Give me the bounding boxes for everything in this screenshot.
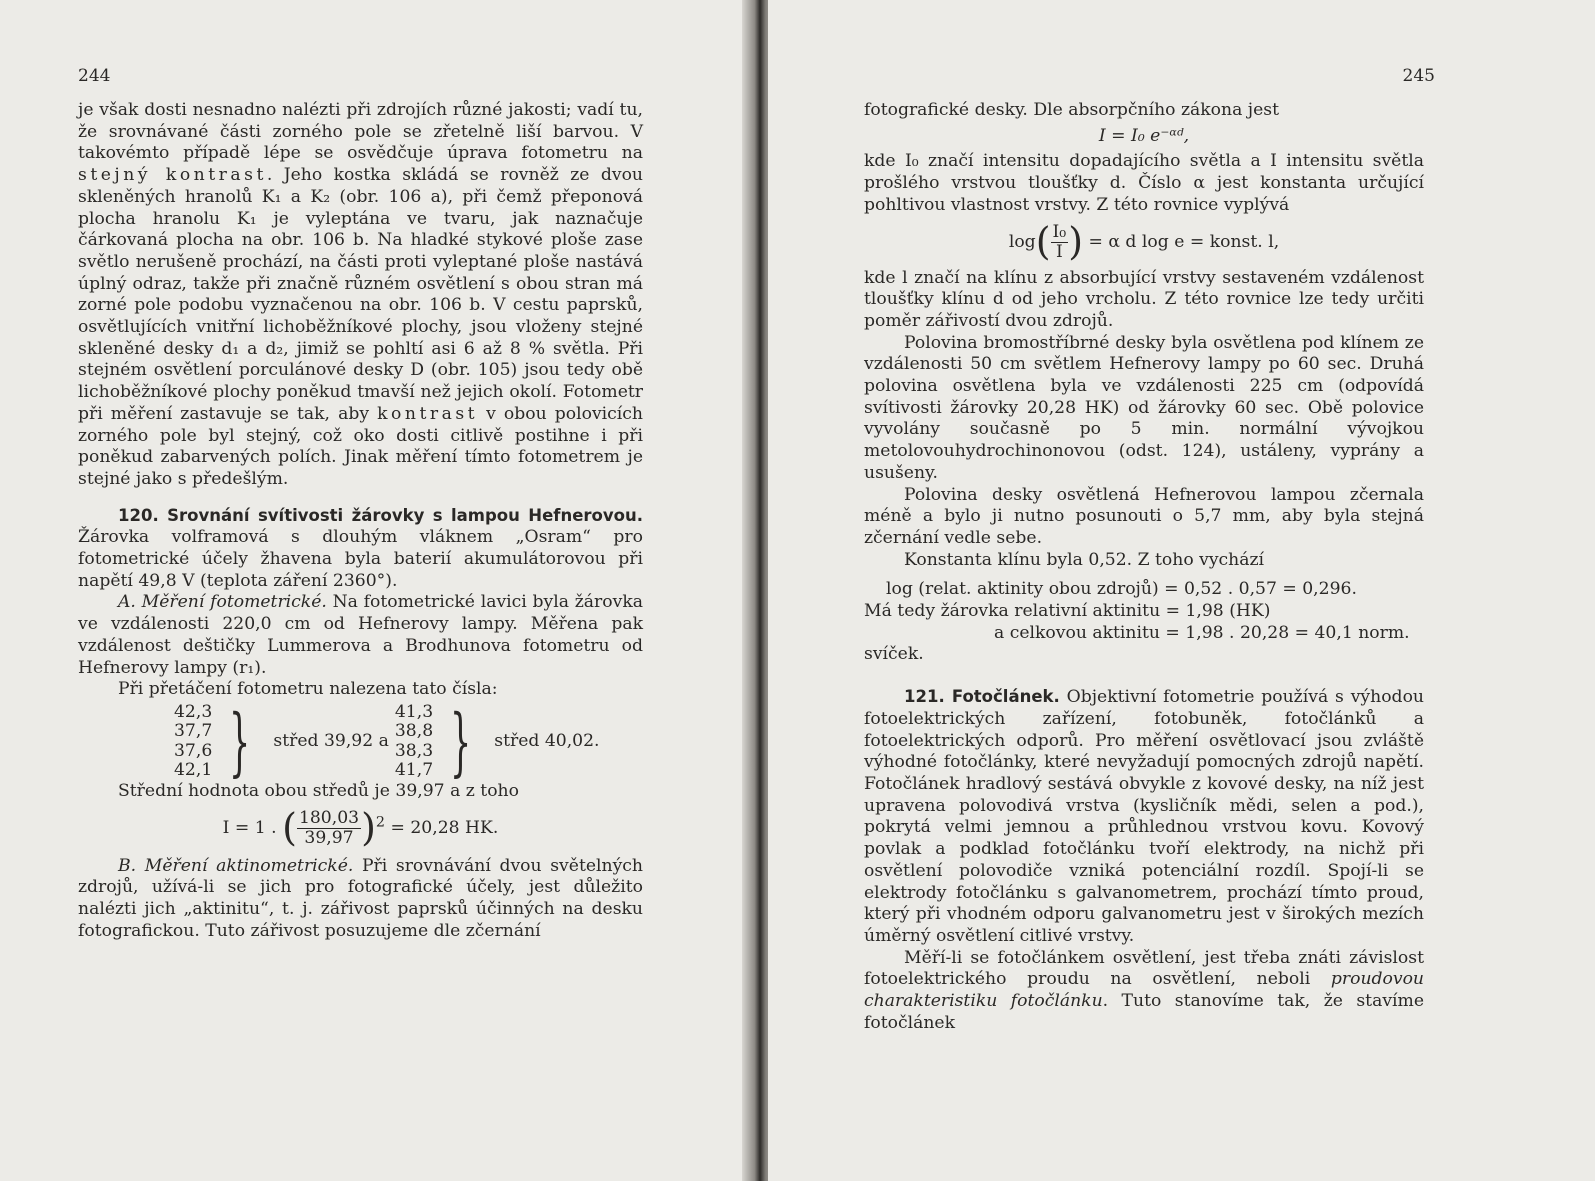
calc-line: Má tedy žárovka relativní aktinitu = 1,98 (HK) bbox=[864, 601, 1271, 622]
mean-text: Střední hodnota obou středů je 39,97 a z toho bbox=[118, 780, 519, 801]
right-page-text bbox=[864, 100, 1424, 1034]
calculation-block bbox=[864, 579, 1424, 666]
page-number-left: 244 bbox=[78, 66, 111, 86]
left-page bbox=[0, 0, 760, 1181]
paragraph-meri: Měří-li se fotočlánkem osvětlení, jest třeba znáti závislost fotoelektrického proudu na osvětlení, neboli proudovou charakteristiku fotočlánku. Tuto stanovíme tak, že stavíme fotočlánek bbox=[864, 947, 1425, 1033]
readings-intro: Při přetáčení fotometru nalezena tato čísla: bbox=[118, 679, 498, 700]
page-number-right: 245 bbox=[1402, 66, 1435, 86]
readings-column-a bbox=[174, 703, 212, 781]
calc-line: log (relat. aktinity obou zdrojů) = 0,52 . 0,57 = 0,296. bbox=[886, 579, 1357, 600]
left-page-text bbox=[78, 100, 643, 943]
fraction: $\frac{180,03}{39,97}$ bbox=[298, 807, 360, 848]
calc-line: svíček. bbox=[864, 644, 924, 665]
section-120-heading: 120. Srovnání svítivosti žárovky s lampou Hefnerovou. bbox=[118, 505, 643, 525]
formula-absorption: I = I₀ e⁻ᵅᵈ, bbox=[1098, 125, 1190, 146]
reading: 37,7 bbox=[174, 721, 213, 742]
subsection-a: A. Měření fotometrické. Na fotometrické lavici byla žárovka ve vzdálenosti 220,0 cm od Hefnerovy lampy. Měřena pak vzdálenost deštičky Lummerova a Brodhunova fotometru od Hefnerovy lampy (r₁). bbox=[78, 592, 643, 678]
paragraph-polovina-2: Polovina desky osvětlená Hefnerovou lampou zčernala méně a bylo ji nutno posunouti o 5,7 mm, aby byla stejná zčernání vedle sebe. bbox=[864, 484, 1424, 548]
reading: 41,7 bbox=[394, 760, 434, 781]
paragraph-kde-1: kde I₀ značí intensitu dopadajícího světla a I intensitu světla prošlého vrstvou tloušťky d. Číslo α jest konstanta určující pohltivou vlastnost vrstvy. Z této rovnice vyplývá bbox=[864, 151, 1424, 215]
calc-line: a celkovou aktinitu = 1,98 . 20,28 = 40,1 norm. bbox=[994, 622, 1410, 643]
subsection-a-title: A. Měření fotometrické. bbox=[118, 592, 327, 613]
fraction: $\frac{\text{I₀}}{I}$ bbox=[1052, 221, 1067, 262]
right-brace: } bbox=[450, 698, 472, 785]
formula-log: log( $\frac{\text{I₀}}{I}$ ) = α d log e = konst. l, bbox=[1008, 219, 1280, 264]
reading: 41,3 bbox=[394, 701, 434, 722]
right-brace: } bbox=[229, 698, 251, 785]
readings-table bbox=[174, 698, 643, 785]
reading: 38,8 bbox=[394, 721, 434, 742]
section-120: 120. Srovnání svítivosti žárovky s lampou Hefnerovou. Žárovka volframová s dlouhým vláknem „Osram“ pro fotometrické účely žhavena byla baterií akumulátorovou při napětí 49,8 V (teplota záření 2360°). bbox=[78, 505, 643, 591]
mean-b: střed 40,02. bbox=[494, 731, 600, 752]
reading: 37,6 bbox=[174, 740, 213, 761]
subsection-b-title: B. Měření aktinometrické. bbox=[118, 855, 354, 876]
paragraph-kde-2: kde l značí na klínu z absorbující vrstvy sestaveném vzdálenost tloušťky klínu d od jeho vrcholu. Z této rovnice lze tedy určiti poměr zářivostí dvou zdrojů. bbox=[864, 267, 1424, 331]
paragraph-polovina-1: Polovina bromostříbrné desky byla osvětlena pod klínem ze vzdálenosti 50 cm světlem Hefnerovy lampy po 60 sec. Druhá polovina osvětlena byla ve vzdálenosti 225 cm (odpovídá svítivosti žárovky 20,28 HK) od žárovky 60 sec. Obě polovice vyvolány současně po 5 min. normální vývojkou metolovouhydrochinonovou (odst. 124), ustáleny, vyprány a usušeny. bbox=[864, 332, 1424, 483]
paragraph-intro: fotografické desky. Dle absorpčního zákona jest bbox=[864, 100, 1280, 120]
reading: 42,3 bbox=[174, 701, 213, 722]
reading: 42,1 bbox=[174, 760, 213, 781]
italic-term: proudovou charakteristiku fotočlánku bbox=[864, 969, 1424, 1012]
readings-column-b bbox=[395, 703, 433, 781]
mean-a: střed 39,92 a bbox=[273, 731, 389, 752]
right-page bbox=[768, 0, 1595, 1181]
subsection-b: B. Měření aktinometrické. Při srovnávání dvou světelných zdrojů, užívá-li se jich pro fotografické účely, jest důležito nalézti jich „aktinitu“, t. j. zářivost paprsků účinných na desku fotografickou. Tuto zářivost posuzujeme dle zčernání bbox=[78, 855, 643, 941]
paragraph-kontrast: je však dosti nesnadno nalézti při zdrojích různé jakosti; vadí tu, že srovnávané části zorného pole se zřetelně liší barvou. V takovémto případě lépe se osvědčuje úprava fotometru na stejný kontrast. Jeho kostka skládá se rovněž ze dvou skleněných hranolů K₁ a K₂ (obr. 106 a), při čemž přeponová plocha hranolu K₁ je vyleptána ve tvaru, jak naznačuje čárkovaná plocha na obr. 106 b. Na hladké stykové ploše zase světlo nerušeně prochází, na části proti vyleptané ploše nastává úplný odraz, takže při značně různém osvětlení s obou stran má zorné pole podobu vyznačenou na obr. 106 b. V cestu paprsků, osvětlujících vnitřní lichoběžníkové plochy, jsou vloženy stejné skleněné desky d₁ a d₂, jimiž se pohltí asi 6 až 8 % světla. Při stejném osvětlení porculánové desky D (obr. 105) jsou tedy obě lichoběžníkové plochy poněkud tmavší než jejich okolí. Fotometr při měření zastavuje se tak, aby kontrast v obou polovicích zorného pole byl stejný, což oko dosti citlivě postihne i při poněkud zabarvených polích. Jinak měření tímto fotometrem je stejné jako s předešlým. bbox=[78, 100, 643, 489]
paragraph-konstanta: Konstanta klínu byla 0,52. Z toho vychází bbox=[904, 549, 1265, 570]
spaced-term-2: kontrast bbox=[377, 403, 479, 424]
formula-intensity: I = 1 . ( $\frac{180,03}{39,97}$ )$^2$ = 20,28 HK. bbox=[222, 805, 499, 850]
section-121-heading: 121. Fotočlánek. bbox=[904, 687, 1060, 707]
reading: 38,3 bbox=[394, 740, 434, 761]
section-121: 121. Fotočlánek. Objektivní fotometrie používá s výhodou fotoelektrických zařízení, fotobuněk, fotočlánků a fotoelektrických odporů. Pro měření osvětlovací jsou zvláště výhodné fotočlánky, které nevyžadují pomocných zdrojů napětí. Fotočlánek hradlový sestává obvykle z kovové desky, na níž jest upravena polovodivá vrstva (kysličník mědi, selen a pod.), pokrytá velmi jemnou a průhlednou vrstvou kovu. Kovový povlak a podklad fotočlánku tvoří elektrody, na nichž při osvětlení polovodiče vzniká potenciální rozdíl. Spojí-li se elektrody fotočlánku s galvanometrem, prochází tímto proud, který při vhodném odporu galvanometru jest v širokých mezích úměrný osvětlení citlivé vrstvy. bbox=[864, 687, 1424, 946]
spaced-term: stejný kontrast bbox=[78, 165, 267, 186]
